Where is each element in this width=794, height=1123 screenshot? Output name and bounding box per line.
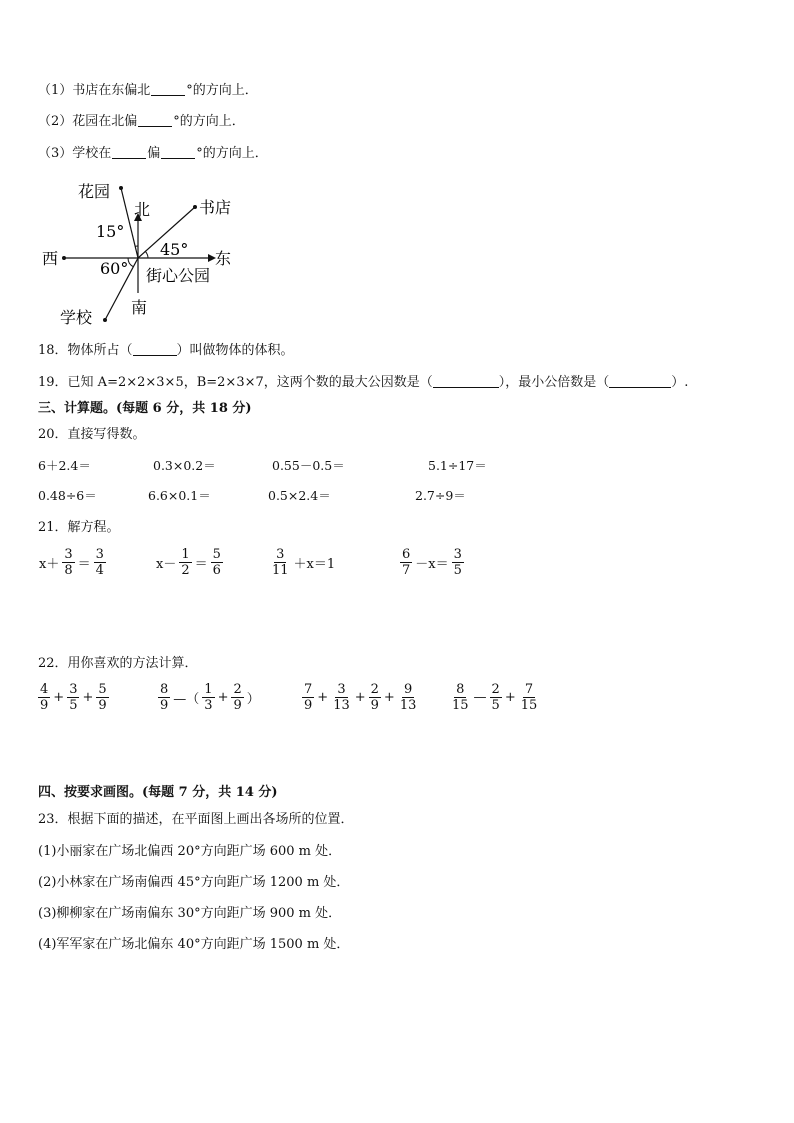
expression-2: $\frac{8}{9}$ —（ $\frac{1}{3}$ + $\frac{2}{9}$ ）: [160, 682, 260, 713]
fraction: $\frac{3}{13}$: [333, 682, 350, 713]
fraction: $\frac{2}{9}$: [233, 682, 242, 713]
q22-title: 22．用你喜欢的方法计算．: [38, 656, 198, 671]
label-south: 南: [131, 298, 148, 317]
compass-diagram: [30, 175, 290, 335]
label-bookstore: 书店: [199, 198, 232, 217]
fraction: $\frac{3}{11}$: [272, 547, 289, 578]
label-angle15: 15°: [96, 222, 125, 241]
arith-item: 0.48÷6＝: [38, 488, 97, 503]
q23-item: (3)柳柳家在广场南偏东 30°方向距广场 900 m 处．: [38, 906, 342, 921]
label-school: 学校: [60, 308, 93, 327]
answer-blank[interactable]: [161, 145, 195, 159]
q23-item: (4)军军家在广场北偏东 40°方向距广场 1500 m 处．: [38, 937, 350, 952]
q20-title: 20．直接写得数。: [38, 427, 146, 442]
answer-blank[interactable]: [151, 82, 185, 96]
fraction: $\frac{3}{8}$: [64, 547, 73, 578]
q17-part3: （3）学校在 偏 °的方向上．: [38, 146, 268, 161]
fraction: $\frac{1}{3}$: [204, 682, 213, 713]
equation-3: $\frac{3}{11}$ ＋x＝1: [272, 547, 336, 578]
equation-1: x＋ $\frac{3}{8}$ ＝ $\frac{3}{4}$: [39, 547, 104, 578]
expression-1: $\frac{4}{9}$ + $\frac{3}{5}$ + $\frac{5}{9}$: [40, 682, 107, 713]
angle45-arc: [145, 251, 148, 258]
q23-item: (1)小丽家在广场北偏西 20°方向距广场 600 m 处．: [38, 844, 342, 859]
label-north: 北: [134, 200, 151, 219]
fraction: $\frac{8}{9}$: [160, 682, 169, 713]
angle60-arc: [128, 258, 133, 267]
arith-item: 6.6×0.1＝: [148, 488, 211, 503]
school-dot: [103, 318, 107, 322]
expression-4: $\frac{8}{15}$ — $\frac{2}{5}$ + $\frac{7}{15}$: [452, 682, 538, 713]
label-angle45: 45°: [160, 240, 189, 259]
arith-item: 2.7÷9＝: [415, 488, 466, 503]
answer-blank[interactable]: [138, 113, 172, 127]
q23-title: 23．根据下面的描述，在平面图上画出各场所的位置．: [38, 812, 354, 827]
fraction: $\frac{3}{5}$: [69, 682, 78, 713]
arith-item: 5.1÷17＝: [428, 458, 487, 473]
q17-part1: （1）书店在东偏北 °的方向上．: [38, 83, 258, 98]
equation-4: $\frac{6}{7}$ －x＝ $\frac{3}{5}$: [402, 547, 462, 578]
fraction: $\frac{6}{7}$: [402, 547, 411, 578]
fraction: $\frac{5}{6}$: [212, 547, 221, 578]
q19: 19．已知 A=2×2×3×5，B=2×3×7，这两个数的最大公因数是（ ），最小公倍数是（ ）.: [38, 375, 689, 390]
expression-3: $\frac{7}{9}$ + $\frac{3}{13}$ + $\frac{2}{9}$ + $\frac{9}{13}$: [304, 682, 417, 713]
answer-blank[interactable]: [112, 145, 146, 159]
west-dot: [62, 256, 66, 260]
fraction: $\frac{3}{5}$: [453, 547, 462, 578]
q23-item: (2)小林家在广场南偏西 45°方向距广场 1200 m 处．: [38, 875, 350, 890]
answer-blank[interactable]: [433, 374, 499, 388]
fraction: $\frac{2}{5}$: [491, 682, 500, 713]
fraction: $\frac{3}{4}$: [95, 547, 104, 578]
answer-blank[interactable]: [609, 374, 671, 388]
fraction: $\frac{4}{9}$: [40, 682, 49, 713]
label-angle60: 60°: [100, 259, 129, 278]
label-east: 东: [215, 249, 232, 268]
section4-title: 四、按要求画图。(每题 7 分，共 14 分): [38, 785, 278, 800]
q21-title: 21．解方程。: [38, 520, 120, 535]
arith-item: 0.3×0.2＝: [153, 458, 216, 473]
q18: 18．物体所占（ ）叫做物体的体积。: [38, 343, 294, 358]
fraction: $\frac{5}{9}$: [98, 682, 107, 713]
fraction: $\frac{7}{15}$: [520, 682, 538, 713]
fraction: $\frac{7}{9}$: [304, 682, 313, 713]
label-west: 西: [42, 249, 59, 268]
garden-dot: [119, 186, 123, 190]
fraction: $\frac{1}{2}$: [181, 547, 190, 578]
label-garden: 花园: [78, 182, 111, 201]
arith-item: 0.5×2.4＝: [268, 488, 331, 503]
arith-item: 0.55－0.5＝: [272, 458, 345, 473]
answer-blank[interactable]: [133, 342, 177, 356]
fraction: $\frac{9}{13}$: [399, 682, 417, 713]
equation-2: x－ $\frac{1}{2}$ ＝ $\frac{5}{6}$: [156, 547, 221, 578]
fraction: $\frac{8}{15}$: [452, 682, 469, 713]
section3-title: 三、计算题。(每题 6 分，共 18 分): [38, 401, 252, 416]
q17-part2: （2）花园在北偏 °的方向上．: [38, 114, 245, 129]
bookstore-dot: [193, 205, 197, 209]
label-park: 街心公园: [146, 266, 211, 285]
fraction: $\frac{2}{9}$: [370, 682, 379, 713]
arith-item: 6＋2.4＝: [38, 458, 91, 473]
